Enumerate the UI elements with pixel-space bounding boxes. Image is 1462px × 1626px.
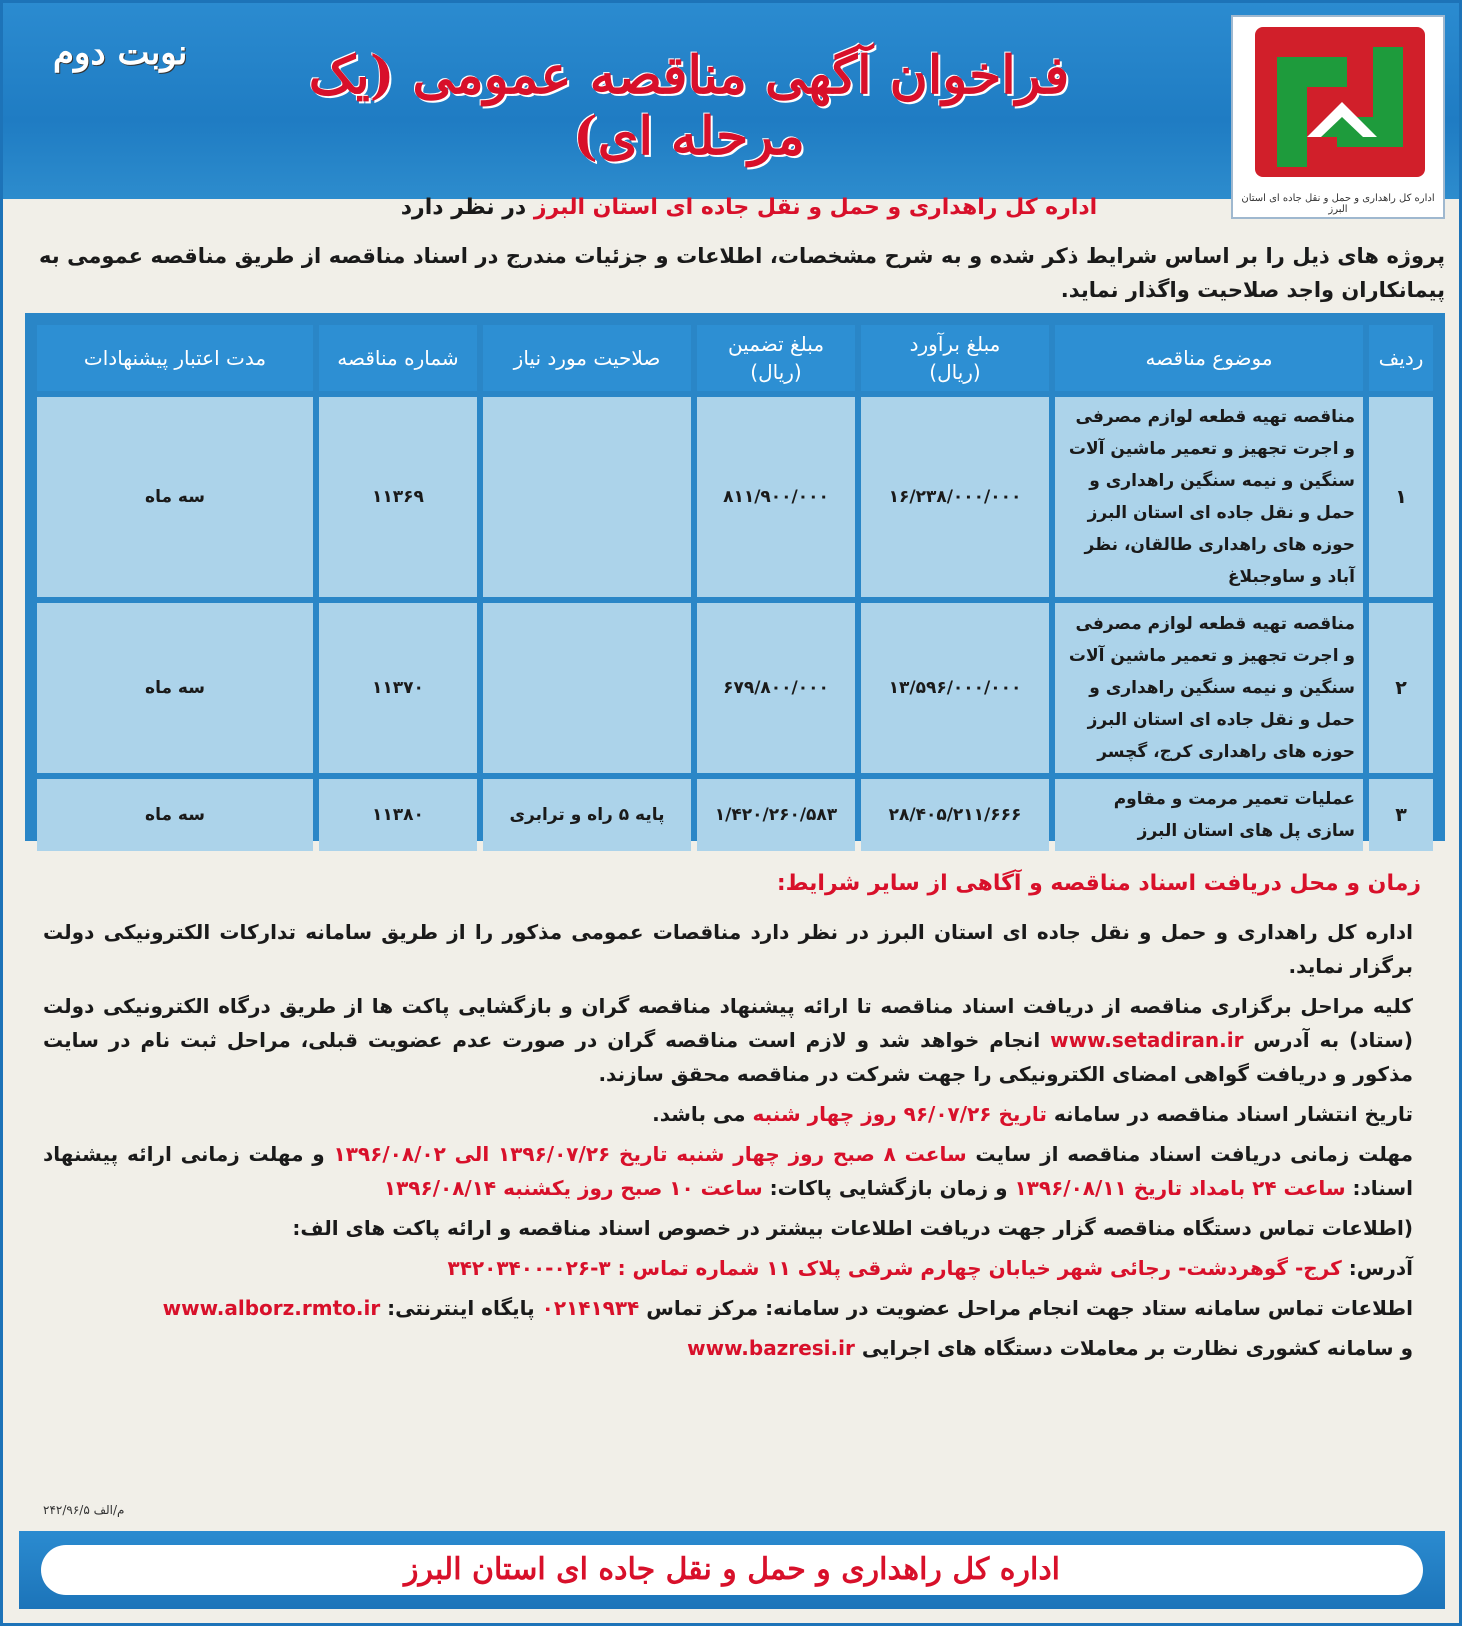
paragraph-address: آدرس: کرج- گوهردشت- رجائی شهر خیابان چهارم شرقی پلاک ۱۱ شماره تماس : ۳-۰۲۶-۳۴۲۰۳۴۰۰ [447, 1256, 1413, 1280]
logo-caption: اداره کل راهداری و حمل و نقل جاده ای استان البرز [1241, 193, 1435, 215]
paragraph-platform: اداره کل راهداری و حمل و نقل جاده ای استان البرز در نظر دارد مناقصات عمومی مذکور را از طریق سامانه تدارکات الکترونیکی دولت برگزار نماید. [43, 920, 1413, 978]
cell-tender-no: ۱۱۳۷۰ [319, 603, 477, 773]
col-guarantee: مبلغ تضمین (ریال) [697, 325, 855, 391]
cell-estimate: ۲۸/۴۰۵/۲۱۱/۶۶۶ [861, 779, 1049, 851]
cell-subject: مناقصه تهیه قطعه لوازم مصرفی و اجرت تجهیز و تعمیر ماشین آلات سنگین و نیمه سنگین راهداری و حمل و نقل جاده ای استان البرز حوزه های راهداری کرج، گچسر [1055, 603, 1363, 773]
rmto-logo-icon [1237, 17, 1443, 187]
setad-link[interactable]: www.setadiran.ir [1050, 1028, 1244, 1052]
paragraph-publish-date: تاریخ انتشار اسناد مناقصه در سامانه تاریخ ۹۶/۰۷/۲۶ روز چهار شنبه می باشد. [652, 1102, 1413, 1126]
office-suffix: در نظر دارد [400, 195, 527, 220]
cell-tender-no: ۱۱۳۶۹ [319, 397, 477, 597]
footer-banner [19, 1531, 1445, 1609]
cell-row: ۳ [1369, 779, 1433, 851]
cell-estimate: ۱۳/۵۹۶/۰۰۰/۰۰۰ [861, 603, 1049, 773]
page-title: فراخوان آگهی مناقصه عمومی (یک مرحله ای) [308, 45, 1070, 167]
col-tender-no: شماره مناقصه [319, 325, 477, 391]
footer-bar [41, 1545, 1423, 1595]
cell-guarantee: ۱/۴۲۰/۲۶۰/۵۸۳ [697, 779, 855, 851]
body-text [43, 915, 1413, 1371]
footer-text: اداره کل راهداری و حمل و نقل جاده ای استان البرز [403, 1552, 1061, 1587]
paragraph-setad-contact: اطلاعات تماس سامانه ستاد جهت انجام مراحل عضویت در سامانه: مرکز تماس ۰۲۱۴۱۹۳۴ پایگاه اینترنتی: www.alborz.rmto.ir [162, 1296, 1413, 1320]
alborz-link[interactable]: www.alborz.rmto.ir [162, 1296, 381, 1320]
table-row [37, 779, 1433, 851]
cell-qualification [483, 397, 691, 597]
col-subject: موضوع مناقصه [1055, 325, 1363, 391]
cell-subject: عملیات تعمیر مرمت و مقاوم سازی پل های استان البرز [1055, 779, 1363, 851]
cell-tender-no: ۱۱۳۸۰ [319, 779, 477, 851]
table-header-row [37, 325, 1433, 391]
col-qualification: صلاحیت مورد نیاز [483, 325, 691, 391]
cell-estimate: ۱۶/۲۳۸/۰۰۰/۰۰۰ [861, 397, 1049, 597]
col-estimate: مبلغ برآورد (ریال) [861, 325, 1049, 391]
intro-text: پروژه های ذیل را بر اساس شرایط ذکر شده و به شرح مشخصات، اطلاعات و جزئیات مندرج در اسناد مناقصه از طریق مناقصه عمومی به پیمانکاران واجد صلاحیت واگذار نماید. [39, 244, 1445, 302]
cell-guarantee: ۶۷۹/۸۰۰/۰۰۰ [697, 603, 855, 773]
intro-office [369, 195, 1129, 220]
paragraph-process: کلیه مراحل برگزاری مناقصه از دریافت اسناد مناقصه تا ارائه پیشنهاد مناقصه گران و بازگشایی پاکت ها از طریق درگاه الکترونیکی دولت (ستاد) به آدرس www.setadiran.ir انجام خواهد شد و لازم است مناقصه گران در صورت عدم عضویت قبلی، مراحل ثبت نام در سایت مذکور و دریافت گواهی امضای الکترونیکی را جهت شرکت در مناقصه محقق سازند. [43, 994, 1413, 1086]
cell-validity: سه ماه [37, 603, 313, 773]
table-row [37, 603, 1433, 773]
table-row [37, 397, 1433, 597]
cell-row: ۱ [1369, 397, 1433, 597]
bazresi-link[interactable]: www.bazresi.ir [687, 1336, 855, 1360]
section-title: زمان و محل دریافت اسناد مناقصه و آگاهی از سایر شرایط: [776, 871, 1421, 896]
cell-row: ۲ [1369, 603, 1433, 773]
office-name: اداره کل راهداری و حمل و نقل جاده ای استان البرز [533, 195, 1098, 220]
cell-validity: سه ماه [37, 397, 313, 597]
cell-guarantee: ۸۱۱/۹۰۰/۰۰۰ [697, 397, 855, 597]
logo [1231, 15, 1445, 219]
col-validity: مدت اعتبار پیشنهادات [37, 325, 313, 391]
cell-validity: سه ماه [37, 779, 313, 851]
tender-table [25, 313, 1445, 841]
cell-subject: مناقصه تهیه قطعه لوازم مصرفی و اجرت تجهیز و تعمیر ماشین آلات سنگین و نیمه سنگین راهداری و حمل و نقل جاده ای استان البرز حوزه های راهداری طالقان، نظر آباد و ساوجبلاغ [1055, 397, 1363, 597]
reference-code: م/الف ۲۴۲/۹۶/۵ [43, 1503, 125, 1517]
cell-qualification: پایه ۵ راه و ترابری [483, 779, 691, 851]
cell-qualification [483, 603, 691, 773]
col-row: ردیف [1369, 325, 1433, 391]
paragraph-contact-intro: (اطلاعات تماس دستگاه مناقصه گزار جهت دریافت اطلاعات بیشتر در خصوص اسناد مناقصه و ارائه پاکت های الف: [292, 1216, 1413, 1240]
paragraph-bazresi: و سامانه کشوری نظارت بر معاملات دستگاه های اجرایی www.bazresi.ir [687, 1336, 1413, 1360]
round-label: نوبت دوم [53, 33, 188, 73]
paragraph-deadlines: مهلت زمانی دریافت اسناد مناقصه از سایت ساعت ۸ صبح روز چهار شنبه تاریخ ۱۳۹۶/۰۷/۲۶ الی ۱۳۹۶/۰۸/۰۲ و مهلت زمانی ارائه پیشنهاد اسناد: ساعت ۲۴ بامداد تاریخ ۱۳۹۶/۰۸/۱۱ و زمان بازگشایی پاکات: ساعت ۱۰ صبح روز یکشنبه ۱۳۹۶/۰۸/۱۴ [43, 1142, 1413, 1200]
